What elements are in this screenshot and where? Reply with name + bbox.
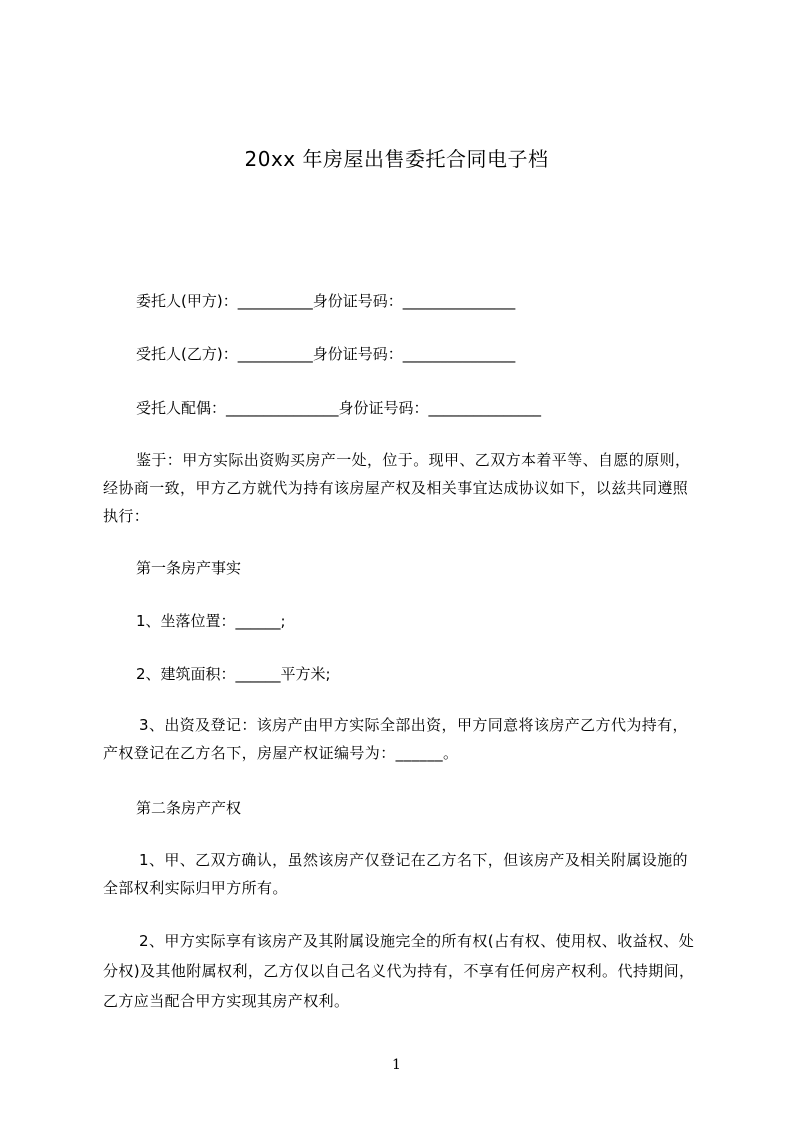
party-b-spouse-line: 受托人配偶：_______________身份证号码：_______________ [136, 399, 542, 417]
article2-item1: 1、甲、乙双方确认，虽然该房产仅登记在乙方名下，但该房产及相关附属设施的全部权利实际归甲方所有。 [103, 851, 688, 897]
party-b-line: 受托人(乙方)：__________身份证号码：_______________ [136, 345, 516, 363]
document-title: 20xx 年房屋出售委托合同电子档 [244, 147, 549, 171]
page-number: 1 [392, 1057, 401, 1073]
recital-paragraph: 鉴于：甲方实际出资购买房产一处，位于。现甲、乙双方本着平等、自愿的原则，经协商一致，甲方乙方就代为持有该房屋产权及相关事宜达成协议如下，以兹共同遵照执行： [103, 451, 691, 525]
article1-item3: 3、出资及登记：该房产由甲方实际全部出资，甲方同意将该房产乙方代为持有，产权登记在乙方名下，房屋产权证编号为：______。 [103, 716, 688, 762]
article2-heading: 第二条房产产权 [136, 799, 242, 817]
party-a-line: 委托人(甲方)：__________身份证号码：_______________ [136, 292, 516, 310]
article1-item2: 2、建筑面积：______平方米; [136, 665, 331, 683]
article1-item1: 1、坐落位置：______; [136, 612, 286, 630]
article2-item2: 2、甲方实际享有该房产及其附属设施完全的所有权(占有权、使用权、收益权、处分权)及其他附属权利，乙方仅以自己名义代为持有，不享有任何房产权利。代持期间，乙方应当配合甲方实现其房产权利。 [103, 932, 695, 1010]
article1-heading: 第一条房产事实 [136, 559, 242, 577]
